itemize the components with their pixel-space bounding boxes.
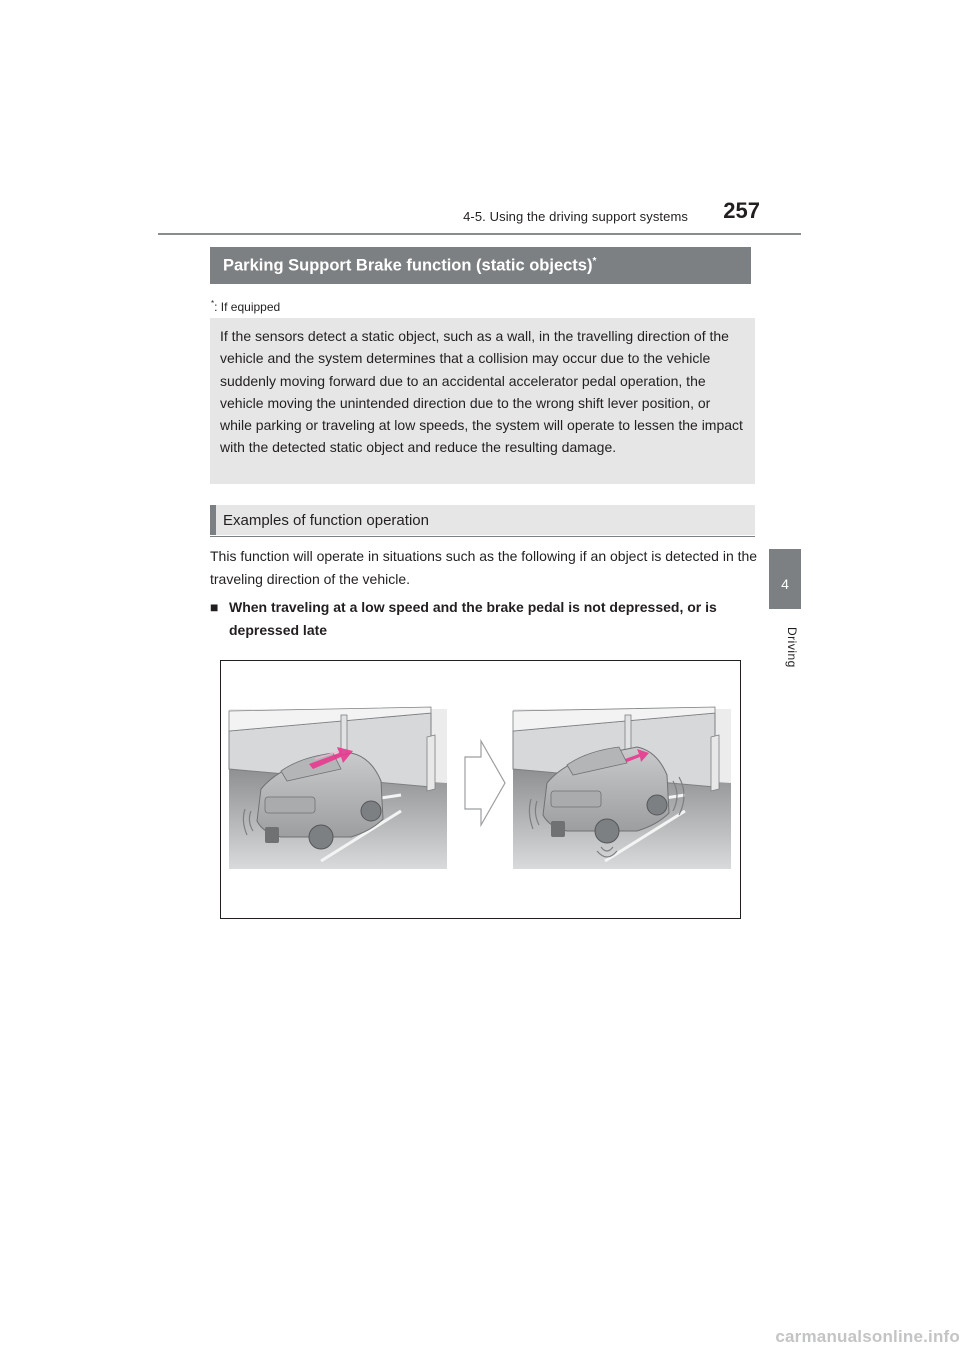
- running-header: 4-5. Using the driving support systems: [463, 209, 688, 224]
- intro-box: [210, 318, 755, 484]
- panel-car-braking-at-wall: [513, 707, 731, 869]
- panel-car-approaching-wall: [229, 707, 447, 869]
- illustration-frame: [220, 660, 741, 919]
- watermark: carmanualsonline.info: [775, 1327, 960, 1346]
- chapter-label: Driving: [785, 627, 799, 668]
- asterisk-mark: *: [592, 255, 597, 267]
- header-divider: [158, 233, 801, 235]
- body-paragraph: This function will operate in situations such as the following if an object is detected in the traveling direction of the vehicle.: [210, 548, 758, 587]
- footnote-mark: *: [211, 299, 215, 308]
- transition-arrow-icon: [465, 741, 505, 825]
- bullet-heading: [210, 596, 755, 641]
- page-number: 257: [723, 198, 760, 223]
- illustration-svg: [221, 661, 740, 918]
- section-title: Parking Support Brake function (static objects)*: [223, 255, 597, 275]
- footnote: *: If equipped: [211, 299, 281, 314]
- square-bullet-icon: ■: [210, 599, 219, 615]
- chapter-number: 4: [781, 576, 789, 592]
- subsection-heading: [210, 505, 755, 535]
- subsection-divider: [210, 536, 755, 537]
- intro-text: If the sensors detect a static object, such as a wall, in the travelling direction of the vehicle and the system determines that a collision may occur due to the vehicle suddenly moving forward due to an accidental accelerator pedal operation, the vehicle moving the unintended direction due to the wrong shift lever position, or while parking or traveling at low speeds, the system will operate to lessen the impact with the detected static object and reduce the resulting damage.: [220, 328, 743, 456]
- bullet-heading-text: When traveling at a low speed and the brake pedal is not depressed, or is depressed late: [229, 599, 717, 638]
- subsection-title: Examples of function operation: [223, 511, 429, 529]
- section-heading: [210, 247, 751, 284]
